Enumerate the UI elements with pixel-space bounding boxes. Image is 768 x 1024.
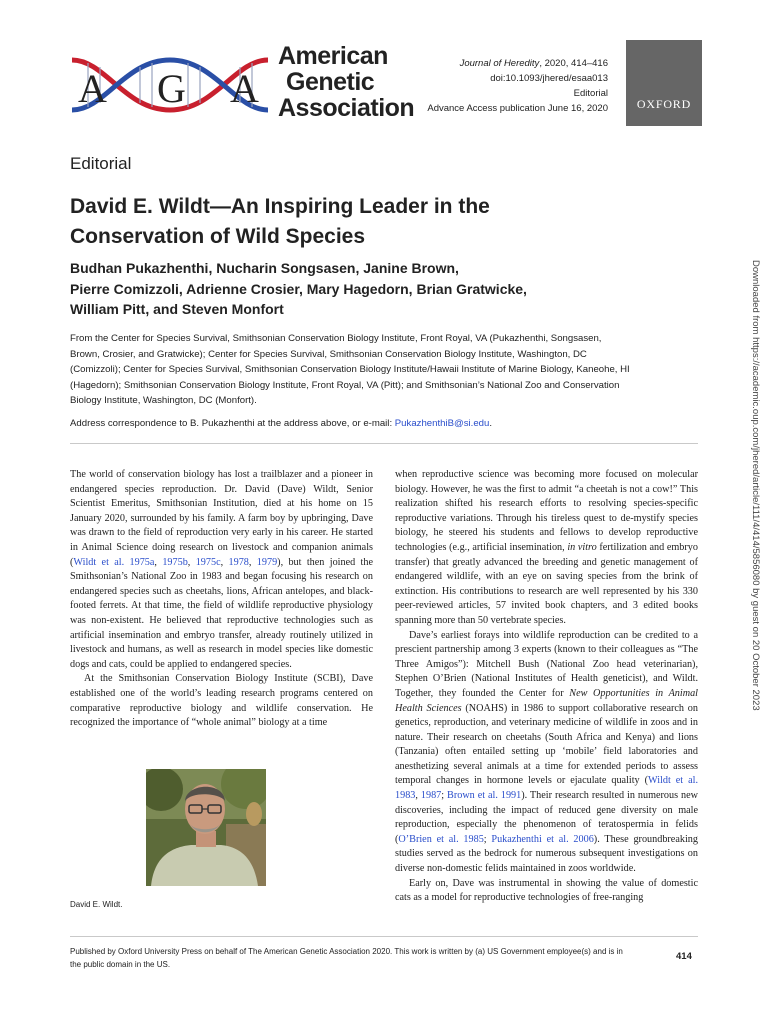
reference-link[interactable]: 1987	[420, 790, 442, 802]
dna-helix-icon	[70, 40, 270, 130]
title-line1: David E. Wildt—An Inspiring Leader in the	[70, 195, 490, 218]
text-run: The world of conservation biology has lost a trailblazer and a pioneer in endangered species reproduction. Dr. David (Dave) Wildt, Senior Scientist Emeritus, Smithsonian Institution, died at his home on 15 January 2020, surrounded by his family. A farm boy by upbringing, Dave was drawn to the field of reproduction very early in his career. He started in Animal Science doing research on livestock and companion animals (	[70, 469, 373, 568]
email-link[interactable]: PukazhenthiB@si.edu	[394, 418, 490, 429]
text-run: ). These groundbreaking studies served as the bedrock for numerous subsequent investigations on diverse non-domestic felids maintained in zoos worldwide.	[395, 833, 698, 875]
italic-term: New Opportunities in Animal Health Sciences	[395, 687, 698, 714]
citation: , 2020, 414–416	[539, 58, 608, 69]
org-name-line1: American	[278, 42, 388, 70]
reference-link[interactable]: 1978	[228, 556, 249, 568]
portrait-photo	[146, 769, 266, 886]
authors-line1: Budhan Pukazhenthi, Nucharin Songsasen, Janine Brown,	[70, 260, 459, 276]
publication-date: Advance Access publication June 16, 2020	[427, 103, 608, 114]
logo-letter-a2: A	[230, 66, 259, 111]
header-divider	[70, 443, 698, 444]
reference-link[interactable]: Pukazhenthi et al. 2006	[491, 833, 594, 845]
footer-notice: Published by Oxford University Press on behalf of The American Genetic Association 2020. This work is written by (a) US Government employee(s) and is in the public domain in the US.	[70, 947, 623, 969]
reference-link[interactable]: 1979	[256, 556, 278, 568]
body-column-left	[70, 468, 373, 731]
paragraph	[395, 468, 698, 629]
article-title	[70, 192, 590, 252]
author-list	[70, 258, 610, 320]
separator: ,	[187, 556, 196, 568]
authors-line2: Pierre Comizzoli, Adrienne Crosier, Mary Hagedorn, Brian Gratwicke,	[70, 280, 527, 297]
text-run: fertilization and embryo transfer) that greatly advanced the breeding and genetic management of endangered wildlife, with an eye on saving species from the brink of extinction. His contributions to research are well represented by his 330 peer-reviewed articles, 57 invited book chapters, and 3 edited books spanning more than 50 vertebrate species.	[395, 541, 698, 626]
footer-divider	[70, 936, 698, 937]
separator: ,	[415, 790, 421, 802]
journal-name: Journal of Heredity	[459, 58, 540, 69]
text-run: (NOAHS) in 1986 to support collaborative research on genetics, reproduction, and veterinary medicine of wildlife in zoos and in nature. Their research on cheetahs (South Africa and Kenya) and lions (Tanzania) often entailed setting up ‘mobile’ field laboratories and anesthetizing several animals at a time for extended periods to assess temporal changes in hormone levels or ejaculate quality (	[395, 702, 698, 787]
reference-link[interactable]: 1975b	[162, 556, 188, 568]
paragraph	[70, 468, 373, 672]
reference-link[interactable]: O’Brien et al. 1985	[398, 833, 484, 845]
authors-line3: William Pitt, and Steven Monfort	[70, 301, 284, 317]
paragraph	[395, 629, 698, 877]
separator: ,	[248, 556, 257, 568]
reference-link[interactable]: Brown et al. 1991	[447, 790, 522, 802]
org-name-line2: Genetic	[286, 68, 375, 96]
correspondence-text: Address correspondence to B. Pukazhenthi at the address above, or e-mail:	[70, 418, 395, 429]
journal-meta	[348, 56, 608, 116]
title-line2: Conservation of Wild Species	[70, 225, 366, 248]
correspondence	[70, 416, 630, 431]
section-label: Editorial	[70, 154, 132, 173]
figure-caption: David E. Wildt.	[70, 900, 123, 909]
doi: doi:10.1093/jhered/esaa013	[490, 73, 608, 84]
body-column-right	[395, 468, 698, 906]
paragraph: At the Smithsonian Conservation Biology Institute (SCBI), Dave established one of the world’s leading research programs centered on comparative reproductive biology and wildlife conservation. He recognized the importance of “whole animal” biology at a time	[70, 673, 373, 729]
oxford-badge[interactable]	[626, 40, 702, 126]
page-number: 414	[676, 951, 692, 962]
reference-link[interactable]: Wildt et al. 1983	[395, 775, 698, 802]
oxford-badge-label: OXFORD	[636, 97, 692, 111]
download-watermark: Downloaded from https://academic.oup.com/jhered/article/111/4/414/5856080 by guest on 20 October 2023	[750, 260, 761, 711]
separator: ,	[220, 556, 229, 568]
reference-link[interactable]: 1975c	[195, 556, 221, 568]
org-name-line3: Association	[278, 94, 415, 122]
paragraph: Early on, Dave was instrumental in showing the value of domestic cats as a model for reproductive technologies of free-ranging	[395, 877, 698, 904]
separator: ,	[154, 556, 163, 568]
logo-letter-a1: A	[78, 66, 107, 111]
separator: ;	[483, 833, 492, 845]
logo-letter-g: G	[157, 66, 186, 111]
reference-link[interactable]: Wildt et al. 1975a	[73, 556, 155, 568]
text-run: Dave’s earliest forays into wildlife reproduction can be credited to a prescient partnership among 3 experts (known to their colleagues as “The Three Amigos”): Mitchell Bush (National Zoo head veterinarian), Stephen O’Brien (National Institutes of Health geneticist), and Wildt. Together, they founded the Center for	[395, 629, 698, 699]
text-run: ). Their research resulted in numerous new discoveries, including the impact of reduced gene diversity on male reproduction, especially the phenomenon of teratospermia in felids (	[395, 790, 698, 845]
portrait-image	[146, 769, 266, 886]
separator: ;	[441, 790, 448, 802]
italic-term: in vitro	[567, 541, 597, 553]
correspondence-end: .	[489, 418, 492, 429]
affiliations: From the Center for Species Survival, Smithsonian Conservation Biology Institute, Front Royal, VA (Pukazhenthi, Songsasen, Brown, Crosier, and Gratwicke); Center for Species Survival, Smithsonian Conservation Biology Institute, Washington, DC (Comizzoli); Center for Species Survival, Smithsonian Conservation Biology Institute/Hawaii Institute of Marine Biology, Kaneohe, HI (Hagedorn); Smithsonian Conservation Biology Institute, Front Royal, VA (Pitt); and Smithsonian’s National Zoo and Conservation Biology Institute, Washington, DC (Monfort).	[70, 333, 630, 406]
text-run: when reproductive science was becoming more focused on molecular biology. However, he was the first to admit “a cheetah is not a cow!” This realization shifted his research efforts to resolving species-specific reproductive variations. Through his tireless quest to de-mystify species biology, he steered his students and fellows to develop reproductive technologies (e.g., artificial insemination,	[395, 469, 698, 553]
article-type: Editorial	[573, 88, 608, 99]
text-run: ), but then joined the Smithsonian’s National Zoo in 1983 and began focusing his research on endangered species such as cheetahs, lions, African antelopes, and black-footed ferrets. At that time, the field of wildlife reproductive physiology was non-existent. He believed that reproductive technologies such as artificial insemination and embryo transfer, already routinely utilized in livestock and humans, as well as research in model species like domestic dogs and cats, could be applied to endangered species.	[70, 556, 373, 670]
